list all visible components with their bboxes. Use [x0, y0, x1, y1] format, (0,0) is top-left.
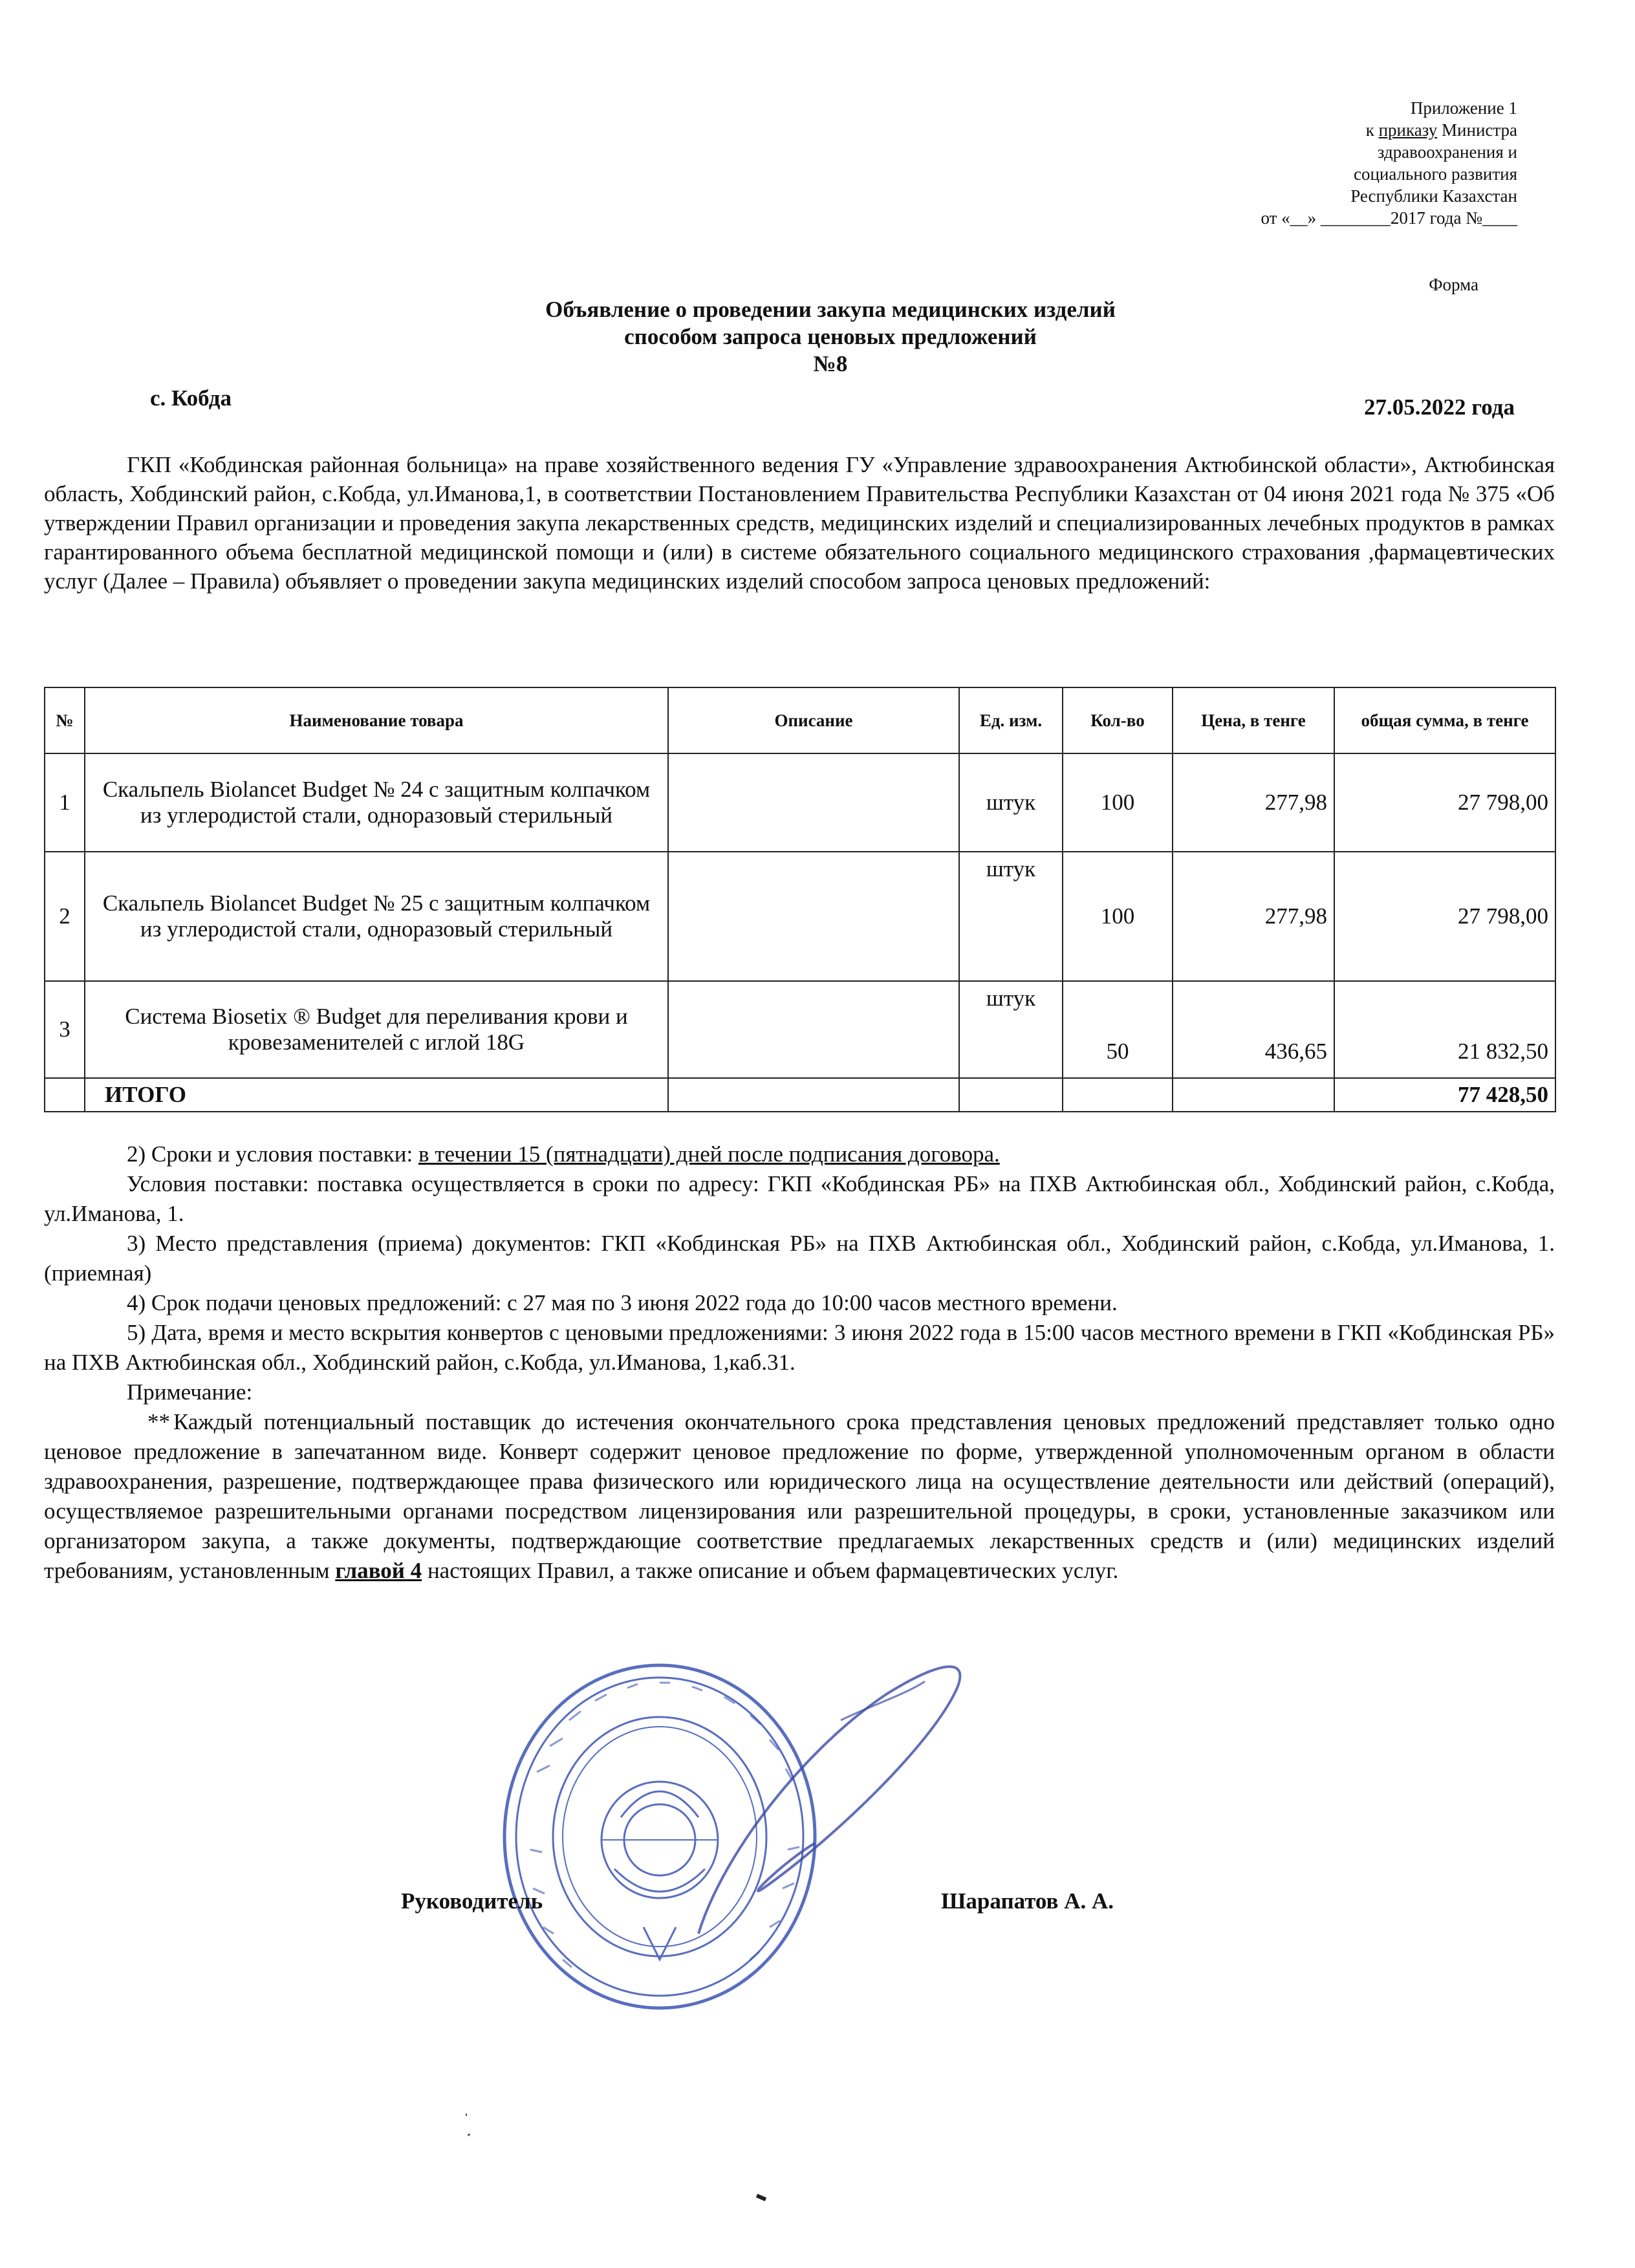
annex-line-1: Приложение 1 — [1410, 98, 1517, 118]
row-qty: 100 — [1063, 852, 1173, 981]
header-unit: Ед. изм. — [959, 687, 1063, 753]
form-label: Форма — [1429, 275, 1478, 294]
table-header-row — [45, 687, 1555, 753]
header-num: № — [45, 687, 85, 753]
annex-line-2-pre: к — [1365, 120, 1379, 140]
note-body — [44, 1407, 1555, 1586]
note-label: Примечание: — [127, 1379, 253, 1405]
row-num: 2 — [45, 852, 85, 981]
intro-paragraph: ГКП «Кобдинская районная больница» на праве хозяйственного ведения ГУ «Управление здравоохранения Актюбинской области», Актюбинская область, Хобдинский район, с.Кобда, ул.Иманова,1, в соответствии Постановлением Правительства Республики Казахстан от 04 июня 2021 года № 375 «Об утверждении Правил организации и проведения закупа лекарственных средств, медицинских изделий и специализированных лечебных продуктов в рамках гарантированного объема бесплатной медицинской помощи и (или) в системе обязательного социального медицинского страхования ,фармацевтических услуг (Далее – Правила) объявляет о проведении закупа медицинских изделий способом запроса ценовых предложений: — [44, 452, 1555, 594]
note-text-end: настоящих Правил, а также описание и объем фармацевтических услуг. — [422, 1558, 1119, 1583]
annex-line-6: от «__» ________2017 года №____ — [1261, 208, 1517, 228]
row-qty: 50 — [1063, 981, 1173, 1078]
header-qty: Кол-во — [1063, 687, 1173, 753]
row-qty: 100 — [1063, 753, 1173, 852]
annex-line-5: Республики Казахстан — [1350, 186, 1517, 206]
total-empty-qty — [1063, 1078, 1173, 1112]
items-table — [44, 687, 1556, 1112]
row-desc — [668, 852, 959, 981]
annex-line-2-post: Министра — [1437, 120, 1517, 140]
title-line-2: способом запроса ценовых предложений — [624, 324, 1037, 349]
terms-section — [44, 1139, 1555, 1586]
row-name: Система Biosetix ® Budget для переливания крови и кровезаменителей с иглой 18G — [85, 981, 668, 1078]
row-name: Скальпель Biolancet Budget № 24 с защитным колпачком из углеродистой стали, одноразовый стерильный — [85, 753, 668, 852]
row-sum: 27 798,00 — [1334, 852, 1555, 981]
total-empty-unit — [959, 1078, 1063, 1112]
term-2-value: в течении 15 (пятнадцати) дней после подписания договора. — [418, 1141, 1000, 1167]
row-unit: штук — [959, 753, 1063, 852]
row-name: Скальпель Biolancet Budget № 25 с защитным колпачком из углеродистой стали, одноразовый стерильный — [85, 852, 668, 981]
total-empty-desc — [668, 1078, 959, 1112]
table-row — [45, 981, 1555, 1078]
signature-name: Шарапатов А. А. — [941, 1888, 1114, 1914]
annex-header — [1065, 97, 1517, 229]
total-label: ИТОГО — [85, 1078, 668, 1112]
official-stamp-icon — [492, 1656, 828, 2018]
note-text: Каждый потенциальный поставщик до истечения окончательного срока представления ценовых предложений представляет только одно ценовое предложение в запечатанном виде. Конверт содержит ценовое предложение по форме, утвержденной уполномоченным органом в области здравоохранения, разрешение, подтверждающее права физического или юридического лица на осуществление деятельности или действий (операций), осуществляемое разрешительными органами посредством лицензирования или разрешительной процедуры, в сроки, установленные заказчиком или организатором закупа, а также документы, подтверждающие соответствие предлагаемых лекарственных средств и (или) медицинских изделий требованиям, установленным — [44, 1409, 1555, 1583]
row-num: 3 — [45, 981, 85, 1078]
header-price: Цена, в тенге — [1173, 687, 1334, 753]
table-total-row — [45, 1078, 1555, 1112]
document-title — [0, 296, 1635, 378]
annex-line-3: здравоохранения и — [1377, 142, 1517, 162]
row-price: 277,98 — [1173, 753, 1334, 852]
table-row — [45, 852, 1555, 981]
note-stars: ** — [147, 1409, 170, 1434]
row-sum: 27 798,00 — [1334, 753, 1555, 852]
term-3: 3) Место представления (приема) документов: ГКП «Кобдинская РБ» на ПХВ Актюбинская обл., Хобдинский район, с.Кобда, ул.Иманова, 1. (приемная) — [44, 1231, 1555, 1286]
header-sum: общая сумма, в тенге — [1334, 687, 1555, 753]
row-desc — [668, 753, 959, 852]
row-unit: штук — [959, 981, 1063, 1078]
term-5: 5) Дата, время и место вскрытия конвертов с ценовыми предложениями: 3 июня 2022 года в 15:00 часов местного времени в ГКП «Кобдинская РБ» на ПХВ Актюбинская обл., Хобдинский район, с.Кобда, ул.Иманова, 1,каб.31. — [44, 1320, 1555, 1375]
document-date: 27.05.2022 года — [1364, 394, 1515, 420]
header-desc: Описание — [668, 687, 959, 753]
title-line-3: №8 — [813, 351, 848, 376]
table-row — [45, 753, 1555, 852]
row-desc — [668, 981, 959, 1078]
term-delivery: Условия поставки: поставка осуществляется в сроки по адресу: ГКП «Кобдинская РБ» на ПХВ Актюбинская обл., Хобдинский район, с.Кобда, ул.Иманова, 1. — [44, 1171, 1555, 1226]
term-2 — [44, 1139, 1555, 1169]
row-price: 277,98 — [1173, 852, 1334, 981]
term-2-label: 2) Сроки и условия поставки: — [127, 1141, 418, 1167]
row-num: 1 — [45, 753, 85, 852]
chapter-4-link[interactable]: главой 4 — [335, 1558, 422, 1583]
header-name: Наименование товара — [85, 687, 668, 753]
order-link[interactable]: приказу — [1378, 120, 1438, 140]
total-num-cell — [45, 1078, 85, 1112]
place: с. Кобда — [150, 385, 232, 411]
annex-line-4: социального развития — [1353, 164, 1517, 184]
annex-line-2 — [1065, 119, 1517, 141]
row-price: 436,65 — [1173, 981, 1334, 1078]
row-sum: 21 832,50 — [1334, 981, 1555, 1078]
row-unit: штук — [959, 852, 1063, 981]
title-line-1: Объявление о проведении закупа медицинских изделий — [545, 297, 1116, 322]
term-4: 4) Срок подачи ценовых предложений: с 27 мая по 3 июня 2022 года до 10:00 часов местного времени. — [127, 1290, 1118, 1315]
total-value: 77 428,50 — [1334, 1078, 1555, 1112]
total-empty-price — [1173, 1078, 1334, 1112]
signature-role: Руководитель — [401, 1888, 543, 1914]
